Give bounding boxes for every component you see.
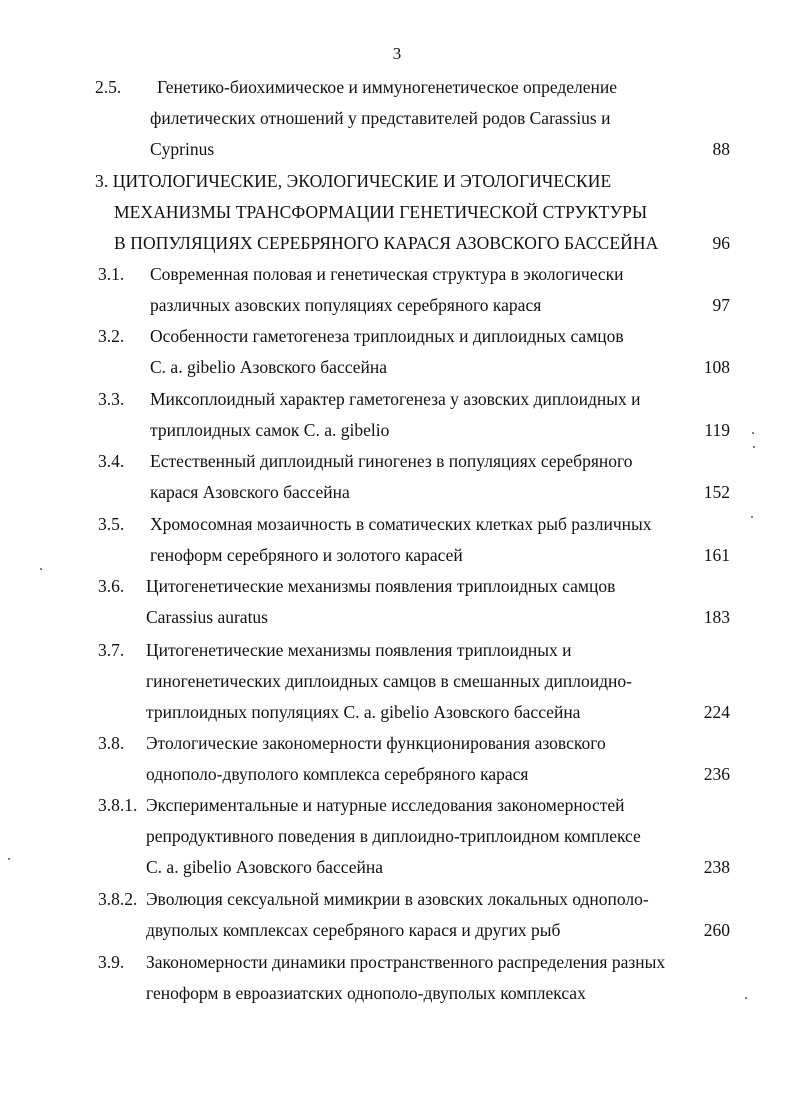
scan-speck (753, 446, 755, 448)
section-number: 3.8.1. (98, 795, 138, 815)
section-title-line: C. a. gibelio Азовского бассейна (146, 857, 383, 877)
section-title-line: C. a. gibelio Азовского бассейна (150, 357, 387, 377)
scan-speck (751, 516, 753, 518)
scan-speck (745, 997, 747, 999)
chapter-title-line: 3. ЦИТОЛОГИЧЕСКИЕ, ЭКОЛОГИЧЕСКИЕ И ЭТОЛОГИЧЕСКИЕ (95, 171, 612, 191)
section-title-line: Carassius auratus (146, 607, 268, 627)
section-title-line: геноформ в евроазиатских однополо-двуполых комплексах (146, 983, 586, 1003)
chapter-title-line: В ПОПУЛЯЦИЯХ СЕРЕБРЯНОГО КАРАСЯ АЗОВСКОГО БАССЕЙНА (114, 233, 659, 253)
section-number: 2.5. (95, 77, 122, 97)
section-title-line: триплоидных популяциях C. a. gibelio Азовского бассейна (146, 702, 581, 722)
section-title-line: геноформ серебряного и золотого карасей (150, 545, 463, 565)
page-ref: 236 (703, 764, 730, 784)
page-ref: 260 (703, 920, 730, 940)
scan-speck (752, 432, 754, 434)
section-title-line: Цитогенетические механизмы появления триплоидных и (146, 640, 572, 660)
page-ref: 97 (712, 295, 730, 315)
section-number: 3.1. (98, 264, 125, 284)
section-number: 3.4. (98, 451, 125, 471)
section-number: 3.7. (98, 640, 125, 660)
section-title-line: Естественный диплоидный гиногенез в популяциях серебряного (150, 451, 633, 471)
page-ref: 224 (703, 702, 730, 722)
section-title-line: гиногенетических диплоидных самцов в смешанных диплоидно- (146, 671, 632, 691)
section-title-line: двуполых комплексах серебряного карася и других рыб (146, 920, 561, 940)
section-title-line: Миксоплоидный характер гаметогенеза у азовских диплоидных и (150, 389, 641, 409)
page-ref: 96 (712, 233, 730, 253)
section-number: 3.9. (98, 952, 125, 972)
section-number: 3.2. (98, 326, 125, 346)
page-ref: 161 (703, 545, 730, 565)
page-ref: 108 (703, 357, 730, 377)
section-title-line: Хромосомная мозаичность в соматических клетках рыб различных (150, 514, 652, 534)
section-title-line: Cyprinus (150, 139, 215, 159)
section-title-line: Современная половая и генетическая структура в экологически (150, 264, 624, 284)
chapter-title-line: МЕХАНИЗМЫ ТРАНСФОРМАЦИИ ГЕНЕТИЧЕСКОЙ СТРУКТУРЫ (114, 202, 648, 222)
section-title-line: Эволюция сексуальной мимикрии в азовских локальных однополо- (146, 889, 649, 909)
scan-speck (8, 858, 10, 860)
section-title-line: Закономерности динамики пространственного распределения разных (146, 952, 666, 972)
section-title-line: репродуктивного поведения в диплоидно-триплоидном комплексе (146, 826, 641, 846)
section-number: 3.8.2. (98, 889, 138, 909)
section-title-line: карася Азовского бассейна (150, 482, 350, 502)
page-ref: 119 (704, 420, 730, 440)
section-number: 3.8. (98, 733, 125, 753)
section-title-line: однополо-двуполого комплекса серебряного карася (146, 764, 529, 784)
section-title-line: Экспериментальные и натурные исследования закономерностей (146, 795, 625, 815)
page-ref: 238 (703, 857, 730, 877)
section-number: 3.6. (98, 576, 125, 596)
page-number: 3 (392, 44, 402, 63)
page-ref: 152 (703, 482, 730, 502)
section-title-line: филетических отношений у представителей родов Carassius и (150, 108, 611, 128)
page-ref: 88 (712, 139, 730, 159)
section-title-line: Этологические закономерности функционирования азовского (146, 733, 606, 753)
section-title-line: Генетико-биохимическое и иммуногенетическое определение (157, 77, 618, 97)
section-title-line: Особенности гаметогенеза триплоидных и диплоидных самцов (150, 326, 624, 346)
section-title-line: Цитогенетические механизмы появления триплоидных самцов (146, 576, 616, 596)
section-number: 3.5. (98, 514, 125, 534)
scan-speck (40, 568, 42, 570)
section-title-line: различных азовских популяциях серебряного карася (150, 295, 542, 315)
section-title-line: триплоидных самок C. a. gibelio (150, 420, 390, 440)
section-number: 3.3. (98, 389, 125, 409)
page-ref: 183 (703, 607, 730, 627)
